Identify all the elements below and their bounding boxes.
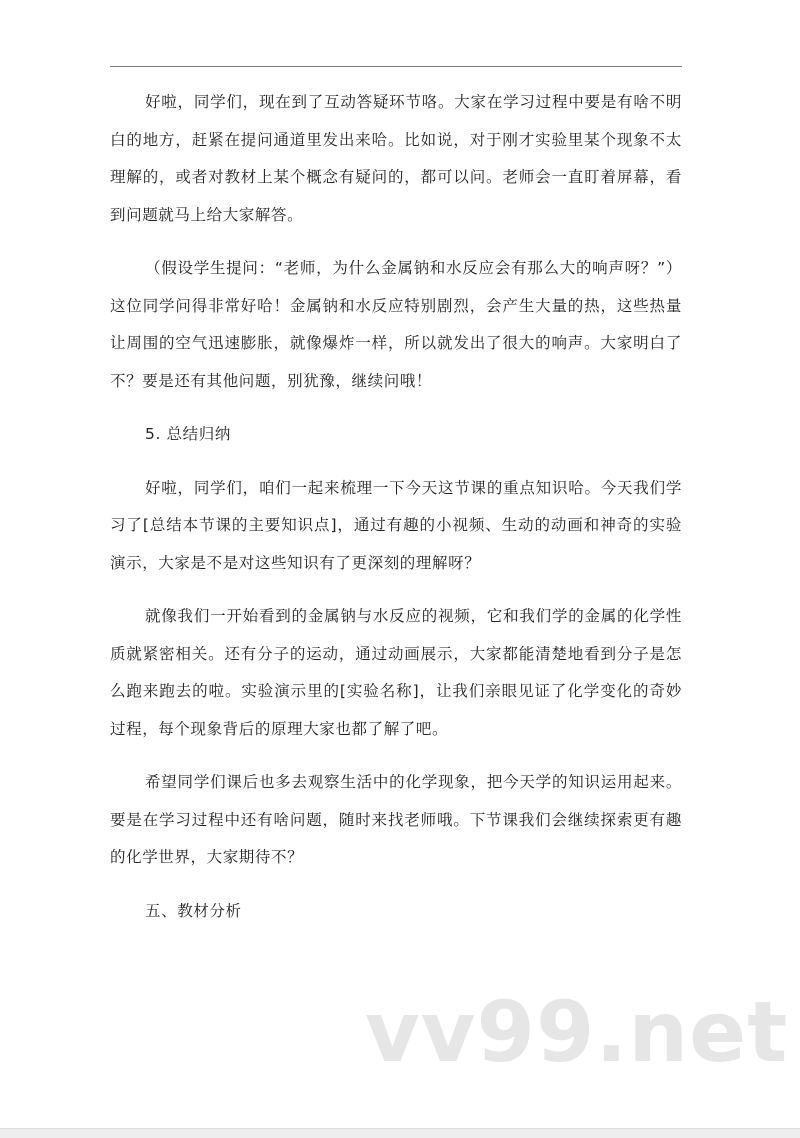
section-5-heading: 5. 总结归纳 — [145, 425, 231, 443]
watermark-logo: vv99.net — [365, 983, 789, 1081]
qa-example-question: （假设学生提问：“老师，为什么金属钠和水反应会有那么大的响声呀？”） — [145, 259, 682, 277]
section-five-heading: 五、教材分析 — [145, 901, 242, 920]
header-rule — [110, 66, 682, 67]
qa-example-paragraph — [110, 250, 682, 400]
summary-paragraph-2: 就像我们一开始看到的金属钠与水反应的视频，它和我们学的金属的化学性质就紧密相关。还有分子的运动，通过动画展示，大家都能清楚地看到分子是怎么跑来跑去的啦。实验演示里的[实验名称]，让我们亲眼见证了化学变化的奇妙过程，每个现象背后的原理大家也都了解了吧。 — [110, 607, 682, 738]
summary-paragraph-1: 好啦，同学们，咱们一起来梳理一下今天这节课的重点知识哈。今天我们学习了[总结本节课的主要知识点]，通过有趣的小视频、生动的动画和神奇的实验演示，大家是不是对这些知识有了更深刻的理解呀？ — [110, 478, 682, 572]
document-body — [110, 84, 682, 946]
qa-example-answer: 这位同学问得非常好哈！金属钠和水反应特别剧烈，会产生大量的热，这些热量让周围的空气迅速膨胀，就像爆炸一样，所以就发出了很大的响声。大家明白了不？要是还有其他问题，别犹豫，继续问哦！ — [110, 296, 682, 390]
qa-intro-paragraph: 好啦，同学们，现在到了互动答疑环节咯。大家在学习过程中要是有啥不明白的地方，赶紧在提问通道里发出来哈。比如说，对于刚才实验里某个现象不太理解的，或者对教材上某个概念有疑问的，都可以问。老师会一直盯着屏幕，看到问题就马上给大家解答。 — [110, 93, 682, 224]
summary-paragraph-3: 希望同学们课后也多去观察生活中的化学现象，把今天学的知识运用起来。要是在学习过程中还有啥问题，随时来找老师哦。下节课我们会继续探索更有趣的化学世界，大家期待不？ — [110, 773, 682, 866]
